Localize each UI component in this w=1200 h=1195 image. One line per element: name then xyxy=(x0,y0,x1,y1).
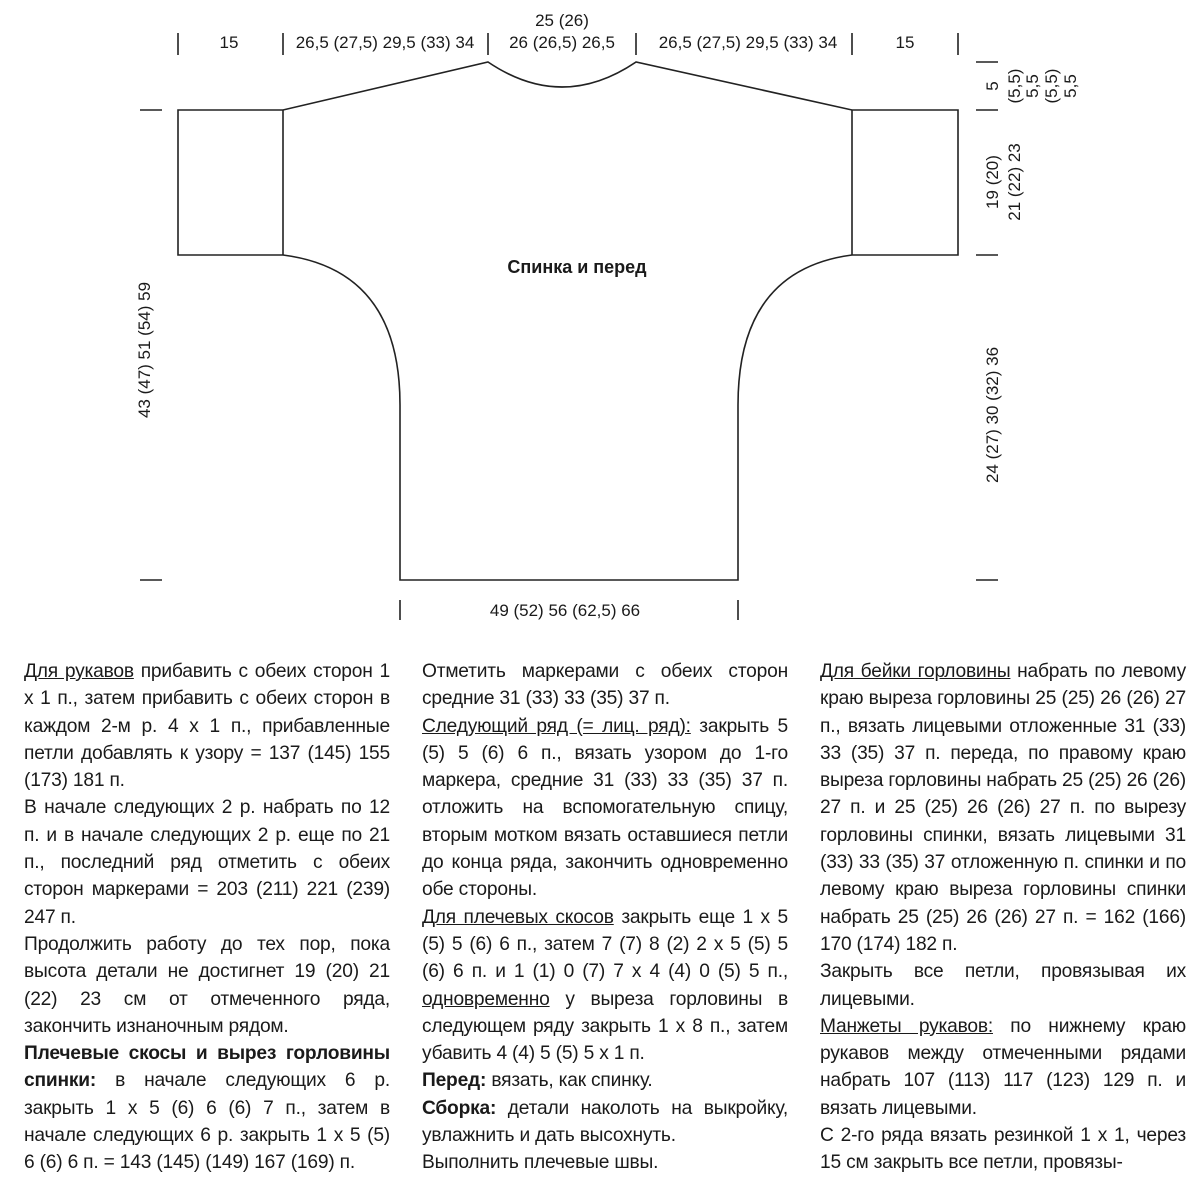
dim-left-height: 43 (47) 51 (54) 59 xyxy=(135,281,154,419)
dim-top-left-cuff: 15 xyxy=(219,33,239,52)
paragraph: Отметить маркерами с обеих сторон средние 31 (33) 33 (35) 37 п. xyxy=(422,661,788,710)
svg-text:(5,5): (5,5) xyxy=(1042,68,1061,104)
dim-top-right-cuff: 15 xyxy=(895,33,915,52)
dim-top-left-shoulder: 26,5 (27,5) 29,5 (33) 34 xyxy=(295,33,475,52)
svg-text:5,5: 5,5 xyxy=(1023,74,1042,98)
paragraph: Выполнить плечевые швы. xyxy=(422,1152,659,1174)
paragraph: В начале следующих 2 р. набрать по 12 п. и в начале следующих 2 р. еще по 21 п., последний ряд отметить с обеих сторон маркерами = 203 (211) 221 (239) 247 п. xyxy=(24,797,390,928)
paragraph: С 2-го ряда вязать резинкой 1 х 1, через 15 см закрыть все петли, провязы- xyxy=(820,1125,1186,1174)
svg-text:5,5: 5,5 xyxy=(1061,74,1080,98)
paragraph: Следующий ряд (= лиц. ряд): закрыть 5 (5) 5 (6) 6 п., вязать узором до 1-го маркера, средние 31 (33) 33 (35) 37 п. отложить на вспомогательную спицу, вторым мотком вязать оставшиеся петли до конца ряда, закончить одновременно обе стороны. xyxy=(422,715,789,901)
paragraph: Для рукавов прибавить с обеих сторон 1 х 1 п., затем прибавить с обеих сторон в каждом 2-м р. 4 х 1 п., прибавленные петли добавлять к узору = 137 (145) 155 (173) 181 п. xyxy=(24,661,390,792)
svg-text:21 (22) 23: 21 (22) 23 xyxy=(1005,143,1024,221)
text-column-1 xyxy=(24,658,390,1177)
paragraph: Перед: вязать, как спинку. xyxy=(422,1070,653,1092)
paragraph: Манжеты рукавов: по нижнему краю рукавов между отмеченными рядами набрать 107 (113) 117 (123) 129 п. и вязать лицевыми. xyxy=(820,1015,1186,1119)
text-column-3 xyxy=(820,658,1186,1177)
dim-top-neck-upper: 25 (26) xyxy=(535,11,589,30)
paragraph: Плечевые скосы и вырез горловины спинки: в начале следующих 6 р. закрыть 1 х 5 (6) 6 (6) 7 п., затем в начале следующих 6 р. закрыть 1 х 5 (5) 6 (6) 6 п. = 143 (145) (149) 167 (169) п. xyxy=(24,1043,390,1174)
dim-bottom-width: 49 (52) 56 (62,5) 66 xyxy=(489,601,641,620)
dim-top-right-shoulder: 26,5 (27,5) 29,5 (33) 34 xyxy=(658,33,838,52)
dim-right-sleeve xyxy=(983,143,1024,221)
dim-right-body: 24 (27) 30 (32) 36 xyxy=(983,346,1002,484)
dim-right-shoulder xyxy=(983,69,1080,104)
right-ticks xyxy=(976,62,998,580)
paragraph: Продолжить работу до тех пор, пока высота детали не достигнет 19 (20) 21 (22) 23 см от отмеченного ряда, закончить изнаночным рядом. xyxy=(24,933,390,1037)
svg-text:5: 5 xyxy=(983,81,1002,91)
text-column-2 xyxy=(422,658,788,1177)
svg-text:(5,5): (5,5) xyxy=(1005,68,1024,104)
paragraph: Закрыть все петли, провязывая их лицевыми. xyxy=(820,961,1186,1010)
svg-text:19 (20): 19 (20) xyxy=(983,155,1002,209)
dim-top-neck: 26 (26,5) 26,5 xyxy=(509,33,615,52)
schematic-title: Спинка и перед xyxy=(507,257,647,277)
paragraph: Сборка: детали наколоть на выкройку, увлажнить и дать высохнуть. xyxy=(422,1097,788,1147)
paragraph: Для бейки горловины набрать по левому краю выреза горловины 25 (25) 26 (26) 27 п., вязать лицевыми отложенные 31 (33) 33 (35) 37 п. переда, по правому краю выреза горловины набрать 25 (25) 26 (26) 27 п. и 25 (25) 26 (26) 27 п. по вырезу горловины спинки, вязать лицевыми 31 (33) 33 (35) 37 отложенную п. спинки и по левому краю выреза горловины спинки набрать 25 (25) 26 (26) 27 п. = 162 (166) 170 (174) 182 п. xyxy=(820,661,1186,955)
paragraph: Для плечевых скосов закрыть еще 1 х 5 (5) 5 (6) 6 п., затем 7 (7) 8 (2) 2 х 5 (5) 5 (6) 6 п. и 1 (1) 0 (7) 7 х 4 (4) 0 (5) 5 п., одновременно у выреза горловины в следующем ряду закрыть 1 х 8 п., затем убавить 4 (4) 5 (5) 5 х 1 п. xyxy=(422,906,788,1065)
garment-outline xyxy=(178,62,958,580)
